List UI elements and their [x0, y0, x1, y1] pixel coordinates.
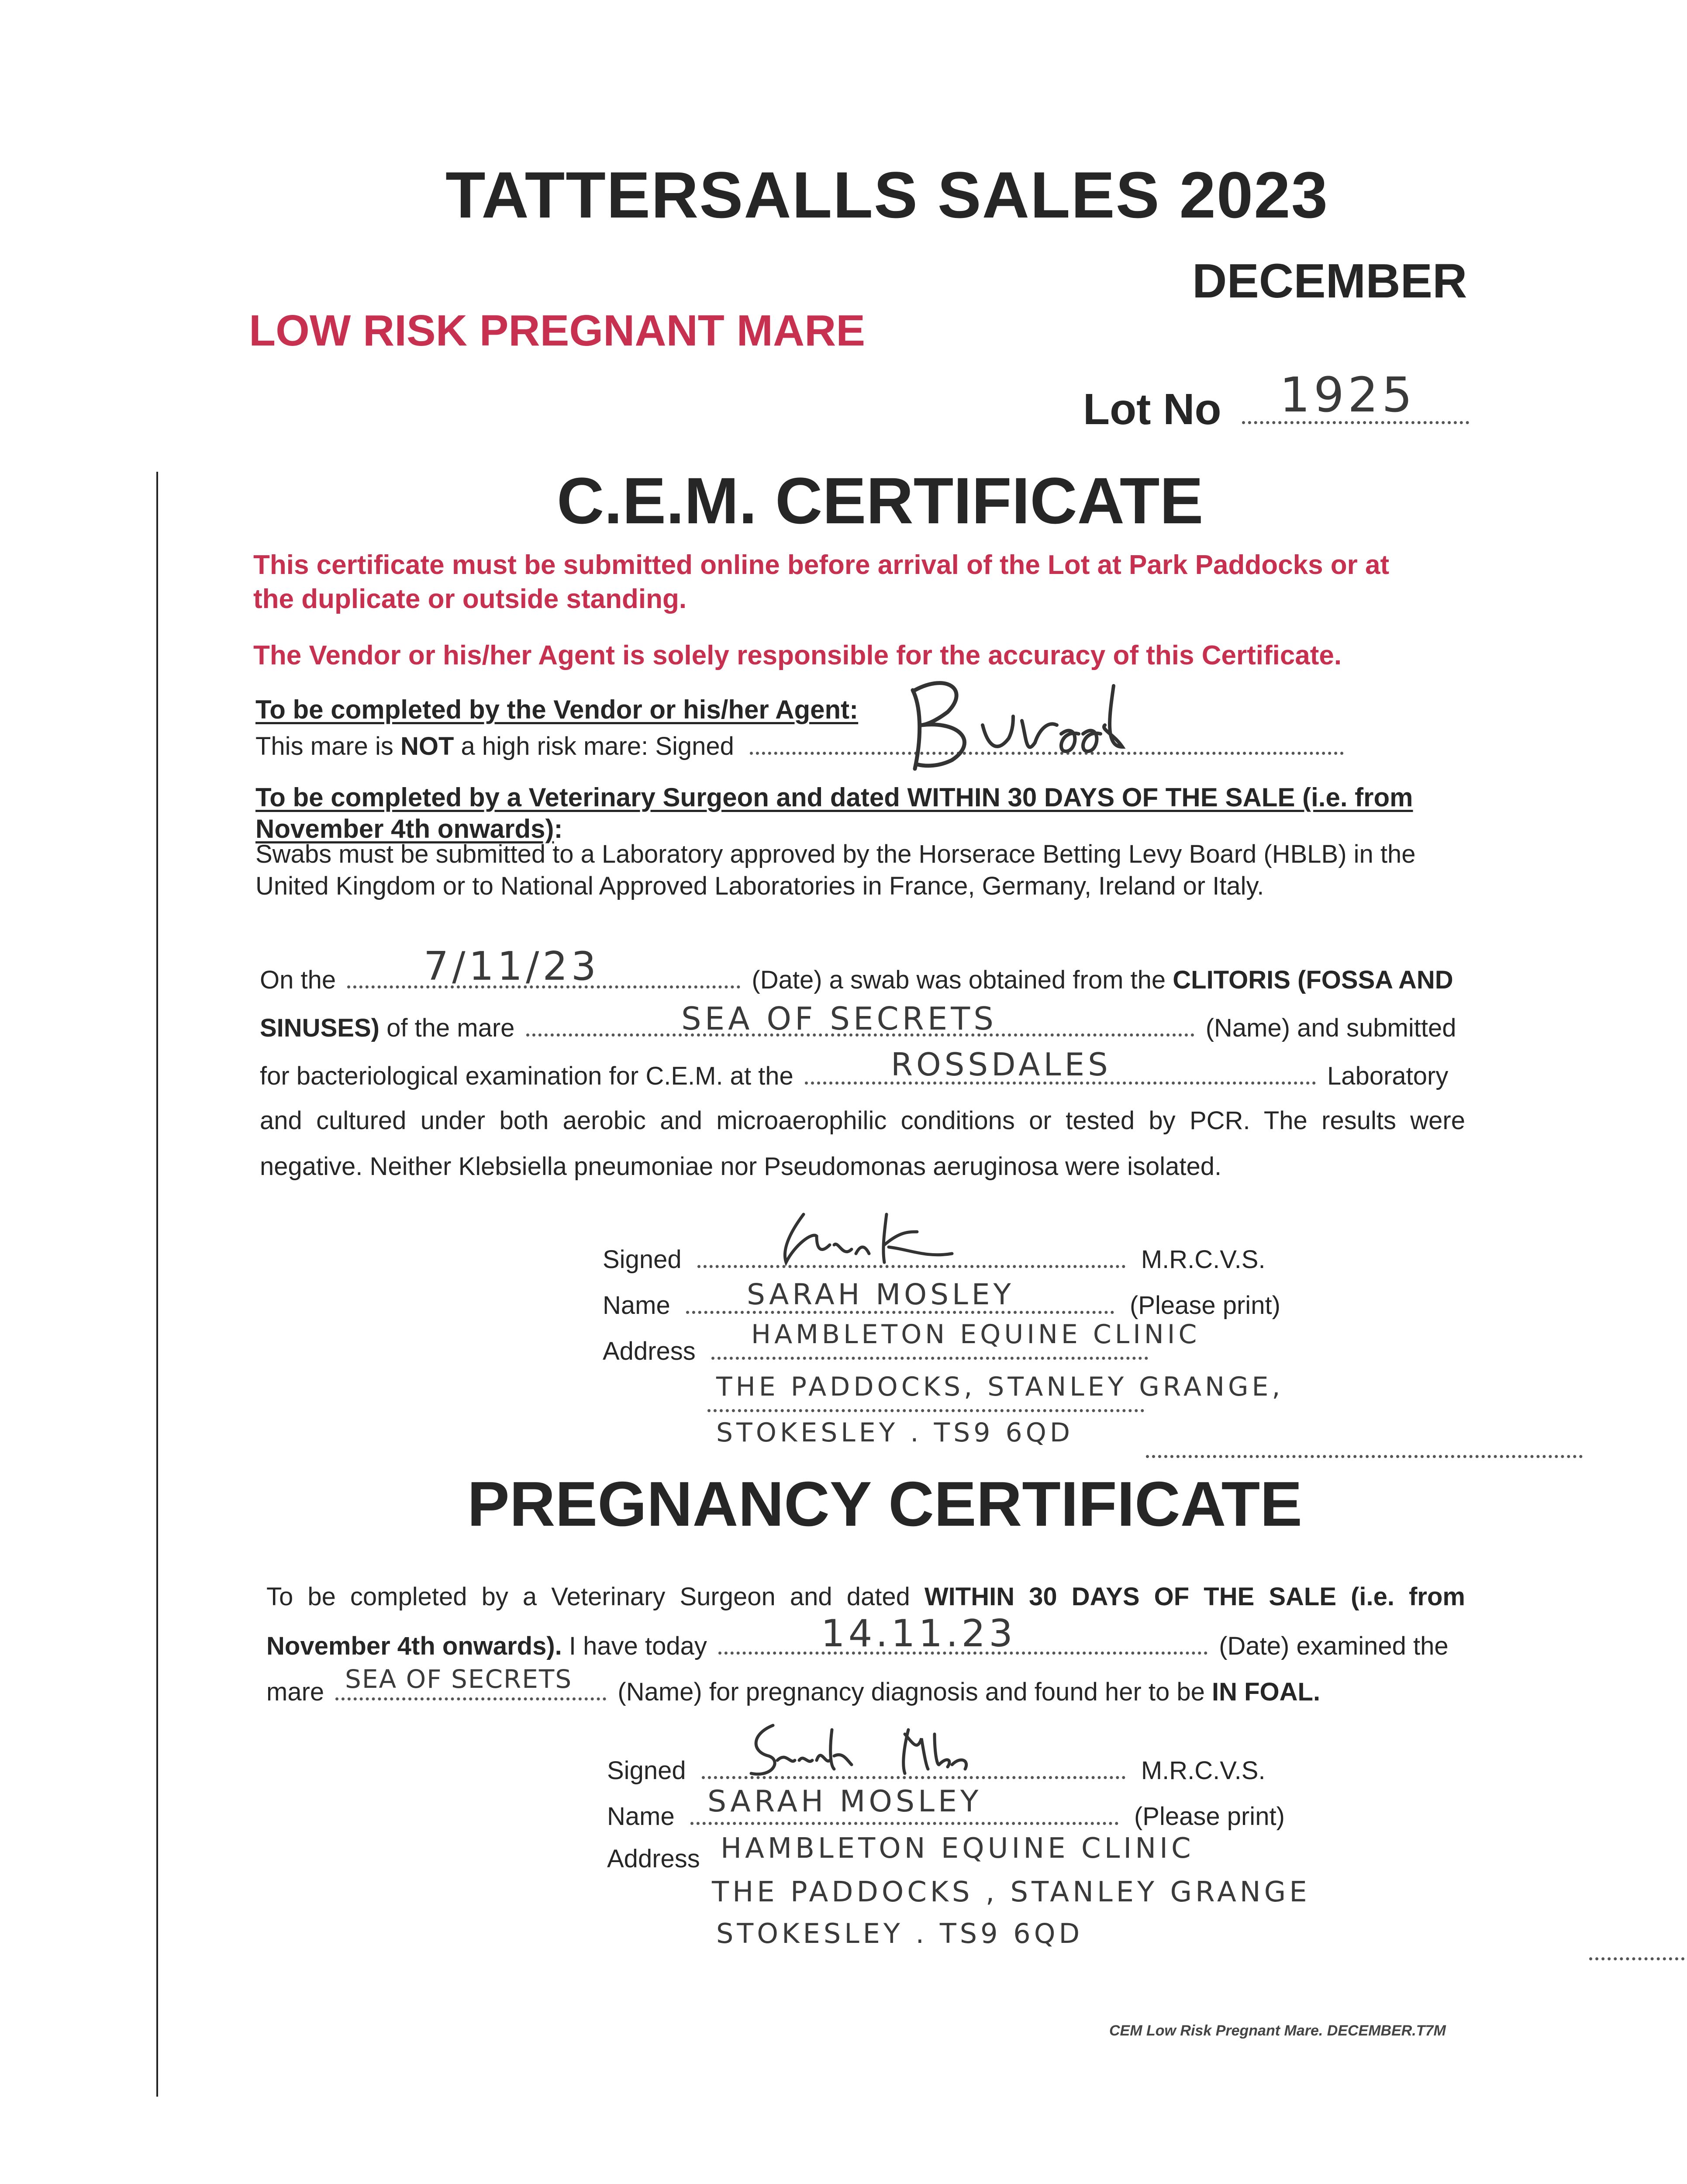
of-the-mare-label: of the mare — [379, 1014, 515, 1042]
preg-address-line-3 — [1589, 1933, 1687, 1960]
pregnancy-within-30-days: WITHIN 30 DAYS OF THE SALE (i.e. from — [924, 1583, 1465, 1611]
cem-mare-name-value: SEA OF SECRETS — [681, 1000, 997, 1037]
culture-statement: and cultured under both aerobic and microaerophilic conditions or tested by PCR. The results were — [260, 1106, 1465, 1135]
pregnancy-today-label: I have today — [562, 1632, 707, 1660]
vet-heading-line-1: To be completed by a Veterinary Surgeon and dated WITHIN 30 DAYS OF THE SALE (i.e. from — [255, 783, 1413, 812]
preg-address-2: THE PADDOCKS , STANLEY GRANGE — [712, 1876, 1311, 1908]
cem-signed-label: Signed — [603, 1245, 682, 1274]
preg-vet-name-value: SARAH MOSLEY — [707, 1784, 982, 1819]
preg-address-3: STOKESLEY . TS9 6QD — [716, 1918, 1083, 1949]
pregnancy-mare-label: mare — [266, 1678, 324, 1706]
cem-name-label: Name — [603, 1291, 670, 1320]
negative-statement: negative. Neither Klebsiella pneumoniae nor Pseudomonas aeruginosa were isolated. — [260, 1152, 1222, 1181]
date-label: (Date) a swab was obtained from the — [752, 966, 1173, 994]
notice-line-1: This certificate must be submitted online before arrival of the Lot at Park Paddocks or at — [253, 550, 1390, 580]
preg-name-label: Name — [607, 1802, 675, 1831]
preg-signed-label: Signed — [607, 1756, 686, 1785]
pregnancy-intro: To be completed by a Veterinary Surgeon and dated — [266, 1583, 925, 1611]
vendor-not: NOT — [400, 732, 454, 760]
lot-number-value: 1925 — [1280, 367, 1416, 423]
cem-please-print-label: (Please print) — [1129, 1291, 1280, 1320]
category-label: LOW RISK PREGNANT MARE — [249, 306, 866, 355]
lot-label: Lot No — [1083, 385, 1221, 434]
vendor-heading: To be completed by the Vendor or his/her Agent: — [255, 695, 859, 724]
laboratory-label: Laboratory — [1327, 1062, 1449, 1090]
cem-address-1: HAMBLETON EQUINE CLINIC — [751, 1319, 1201, 1350]
preg-vet-signature — [742, 1717, 987, 1789]
cem-address-3: STOKESLEY . TS9 6QD — [716, 1417, 1074, 1448]
cem-vet-signature — [777, 1206, 961, 1273]
on-the-label: On the — [260, 966, 336, 994]
swab-requirements — [255, 839, 1416, 902]
pregnancy-examined-label: (Date) examined the — [1219, 1632, 1449, 1660]
swab-date-value: 7/11/23 — [424, 943, 600, 989]
in-foal-label: IN FOAL. — [1212, 1678, 1321, 1706]
pregnancy-line-1 — [266, 1581, 1465, 1613]
form-code: CEM Low Risk Pregnant Mare. DECEMBER.T7M — [1109, 2022, 1446, 2039]
bacterio-label: for bacteriological examination for C.E.M. at the — [260, 1062, 793, 1090]
laboratory-value: ROSSDALES — [891, 1046, 1111, 1083]
vet-heading-line-2: November 4th onwards) — [255, 814, 554, 843]
clitoris-label: CLITORIS (FOSSA AND — [1173, 966, 1453, 994]
cem-vet-name-value: SARAH MOSLEY — [747, 1278, 1014, 1311]
submission-notice — [253, 548, 1389, 616]
vet-heading — [255, 782, 1413, 845]
sinuses-label: SINUSES) — [260, 1014, 379, 1042]
pregnancy-diagnosis-label: (Name) for pregnancy diagnosis and found her to be — [618, 1678, 1212, 1706]
cem-address-line-3 — [1146, 1431, 1583, 1458]
preg-address-1: HAMBLETON EQUINE CLINIC — [721, 1832, 1194, 1865]
preg-address-label: Address — [607, 1845, 700, 1873]
vendor-declaration — [255, 727, 1344, 763]
pregnancy-mare-name-value: SEA OF SECRETS — [345, 1664, 573, 1694]
cem-address-label: Address — [603, 1337, 696, 1365]
swab-note-line-1: Swabs must be submitted to a Laboratory approved by the Horserace Betting Levy Board (HBLB) in the — [255, 840, 1416, 868]
cem-title: C.E.M. CERTIFICATE — [557, 464, 1204, 537]
pregnancy-title: PREGNANCY CERTIFICATE — [467, 1469, 1302, 1539]
vendor-signature — [895, 673, 1157, 775]
notice-line-2: the duplicate or outside standing. — [253, 584, 687, 614]
laboratory-line — [260, 1057, 1448, 1092]
responsibility-notice: The Vendor or his/her Agent is solely responsible for the accuracy of this Certificate. — [253, 640, 1342, 670]
cem-address-2: THE PADDOCKS, STANLEY GRANGE, — [716, 1372, 1284, 1402]
preg-please-print-label: (Please print) — [1134, 1802, 1285, 1831]
cem-mrcvs-label: M.R.C.V.S. — [1141, 1245, 1266, 1274]
vendor-signed-label: a high risk mare: Signed — [454, 732, 734, 760]
page-edge-line — [156, 472, 158, 2097]
preg-address-line — [607, 1843, 700, 1875]
vet-heading-colon: : — [554, 814, 563, 843]
vendor-line-text: This mare is — [255, 732, 400, 760]
sale-month: DECEMBER — [1192, 254, 1467, 308]
name-submitted-label: (Name) and submitted — [1205, 1014, 1456, 1042]
swab-note-line-2: United Kingdom or to National Approved Laboratories in France, Germany, Ireland or Italy. — [255, 871, 1264, 900]
preg-mrcvs-label: M.R.C.V.S. — [1141, 1756, 1266, 1785]
pregnancy-exam-date-value: 14.11.23 — [821, 1612, 1016, 1655]
pregnancy-nov4: November 4th onwards). — [266, 1632, 562, 1660]
document-title: TATTERSALLS SALES 2023 — [445, 158, 1329, 232]
